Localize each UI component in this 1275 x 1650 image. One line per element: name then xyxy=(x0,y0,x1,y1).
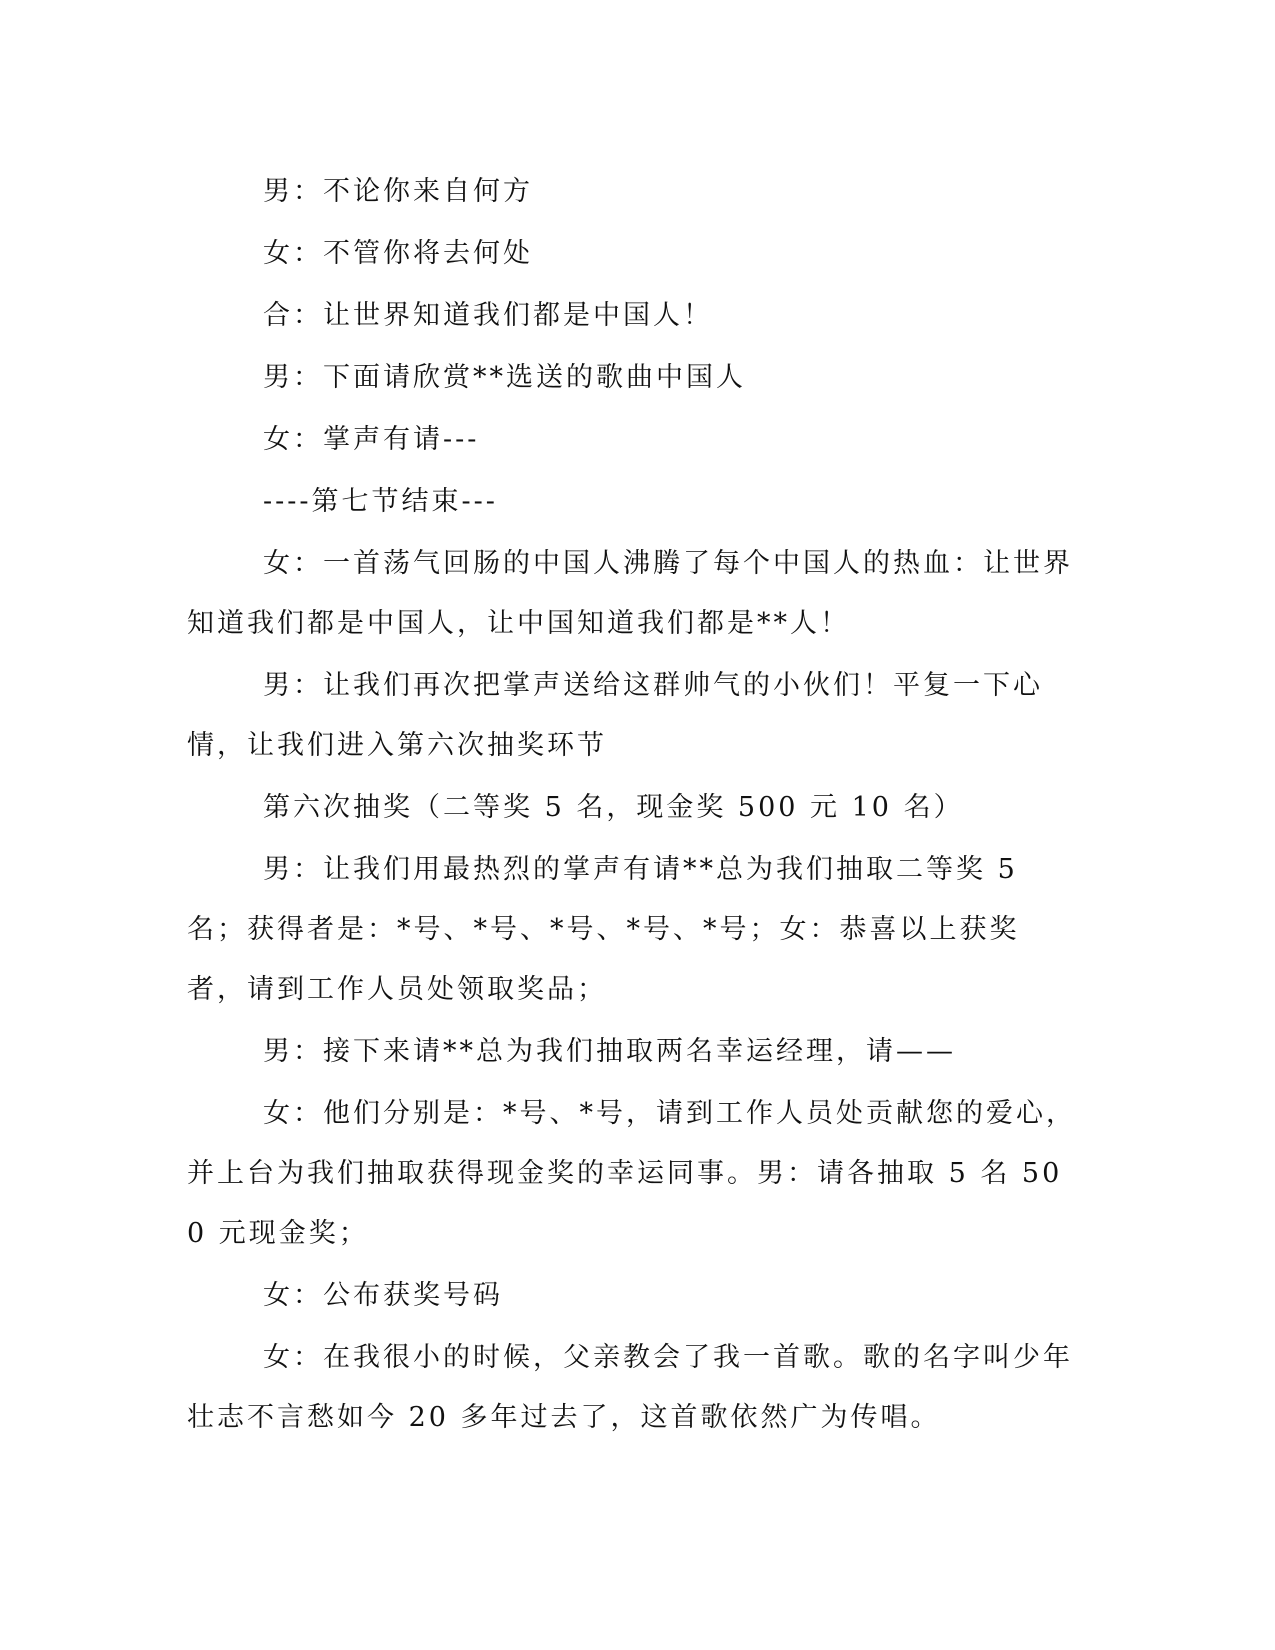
paragraph: 男：让我们再次把掌声送给这群帅气的小伙们！平复一下心情，让我们进入第六次抽奖环节 xyxy=(187,670,1043,761)
paragraph: 女：不管你将去何处 xyxy=(263,238,533,269)
paragraph: 男：让我们用最热烈的掌声有请**总为我们抽取二等奖 5 名；获得者是：*号、*号、*号、*号、*号；女：恭喜以上获奖者，请到工作人员处领取奖品； xyxy=(187,854,1020,1005)
lottery-heading: 第六次抽奖（二等奖 5 名，现金奖 500 元 10 名） xyxy=(263,792,964,823)
paragraph: 女：一首荡气回肠的中国人沸腾了每个中国人的热血：让世界知道我们都是中国人，让中国知道我们都是**人！ xyxy=(187,548,1073,639)
paragraph: 女：他们分别是：*号、*号，请到工作人员处贡献您的爱心，并上台为我们抽取获得现金奖的幸运同事。男：请各抽取 5 名 500 元现金奖； xyxy=(187,1098,1076,1249)
paragraph: 女：在我很小的时候，父亲教会了我一首歌。歌的名字叫少年壮志不言愁如今 20 多年过去了，这首歌依然广为传唱。 xyxy=(187,1342,1073,1433)
document-body xyxy=(187,162,1077,1450)
section-end-marker: ----第七节结束--- xyxy=(263,486,498,517)
paragraph: 合：让世界知道我们都是中国人！ xyxy=(263,300,713,331)
paragraph: 男：接下来请**总为我们抽取两名幸运经理，请—— xyxy=(263,1036,956,1067)
paragraph: 男：不论你来自何方 xyxy=(263,176,533,207)
paragraph: 男：下面请欣赏**选送的歌曲中国人 xyxy=(263,362,746,393)
paragraph: 女：掌声有请--- xyxy=(263,424,480,455)
paragraph: 女：公布获奖号码 xyxy=(263,1280,503,1311)
